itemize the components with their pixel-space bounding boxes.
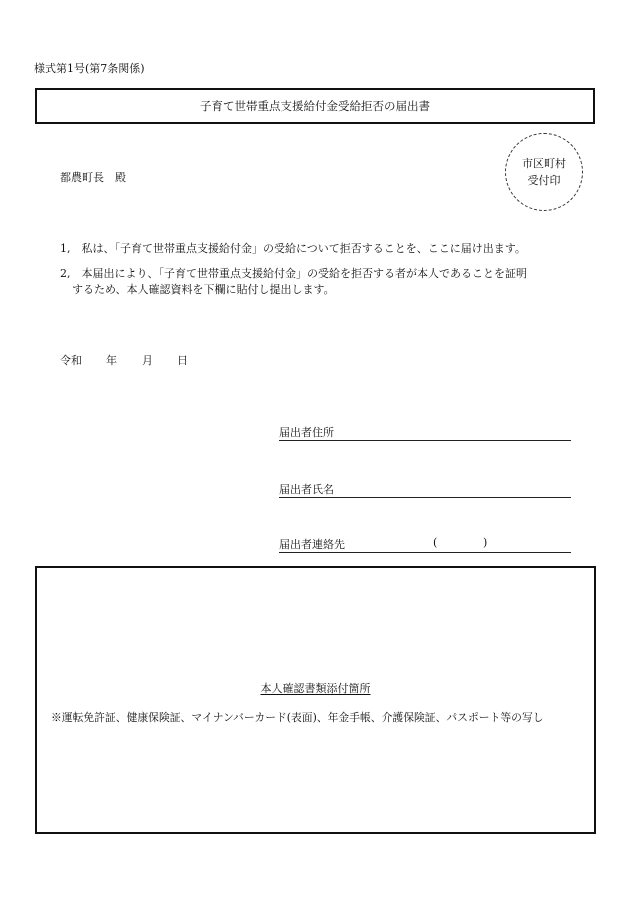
contact-label: 届出者連絡先	[279, 538, 345, 551]
document-title: 子育て世帯重点支援給付金受給拒否の届出書	[200, 99, 430, 113]
form-number: 様式第1号(第7条関係)	[34, 62, 145, 75]
attachment-title	[37, 680, 594, 696]
name-label: 届出者氏名	[279, 483, 334, 496]
date-month: 月	[142, 354, 153, 367]
address-label: 届出者住所	[279, 426, 334, 439]
statement-item-1: 1, 私は、「子育て世帯重点支援給付金」の受給について拒否することを、ここに届け出ます。	[60, 242, 526, 255]
statement-item-2: 2, 本届出により、「子育て世帯重点支援給付金」の受給を拒否する者が本人であることを証明	[60, 267, 527, 280]
document-title-box	[35, 88, 595, 124]
contact-paren-open: (	[433, 536, 438, 549]
date-era: 令和	[60, 354, 82, 367]
name-field[interactable]	[279, 481, 571, 498]
addressee: 都農町長 殿	[60, 171, 126, 184]
statement-item-2-continued: するため、本人確認資料を下欄に貼付し提出します。	[72, 283, 335, 296]
reception-stamp-area	[505, 133, 583, 211]
contact-field[interactable]	[279, 536, 571, 553]
id-document-attachment-area	[35, 566, 596, 834]
attachment-title-text: 本人確認書類添付箇所	[260, 682, 371, 695]
address-field[interactable]	[279, 424, 571, 441]
stamp-label-line2: 受付印	[527, 174, 561, 187]
contact-paren-close: )	[483, 536, 488, 549]
date-year: 年	[106, 354, 117, 367]
date-day: 日	[177, 354, 188, 367]
attachment-note: ※運転免許証、健康保険証、マイナンバーカード(表面)、年金手帳、介護保険証、パスポート等の写し	[51, 711, 544, 724]
stamp-label-line1: 市区町村	[522, 157, 566, 170]
